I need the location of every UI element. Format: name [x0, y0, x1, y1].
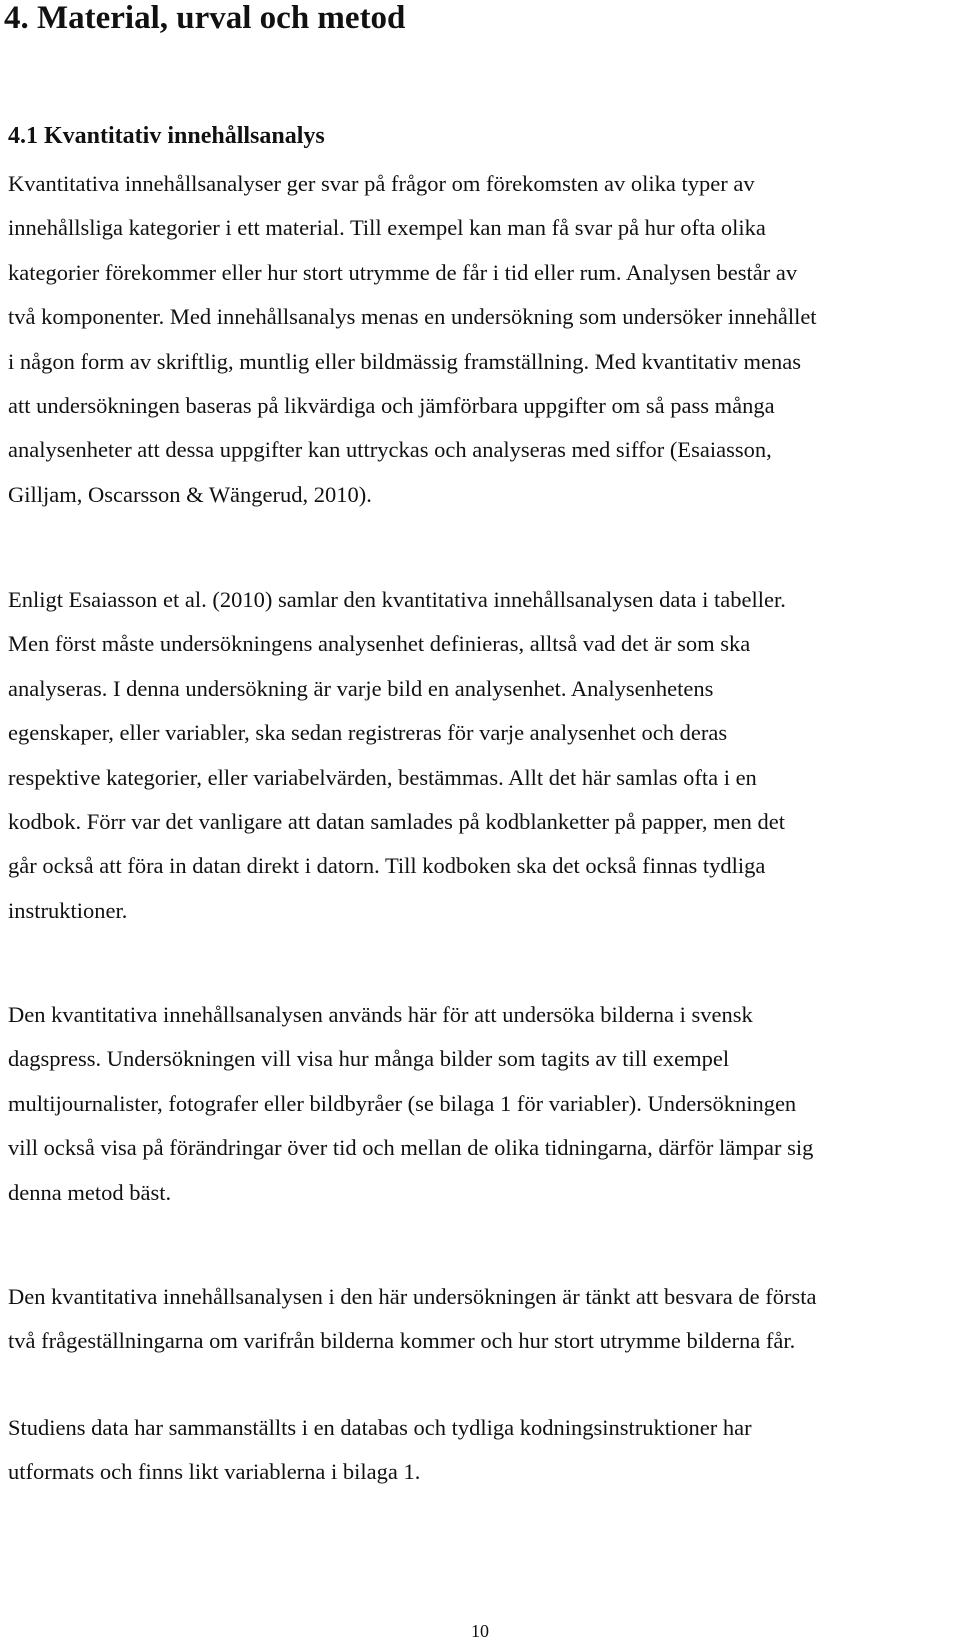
page-title: 4. Material, urval och metod — [4, 0, 406, 36]
paragraph-line: att undersökningen baseras på likvärdiga och jämförbara uppgifter om så pass många — [8, 392, 775, 418]
paragraph-line: innehållsliga kategorier i ett material. Till exempel kan man få svar på hur ofta olika — [8, 215, 766, 241]
paragraph-5 — [8, 1406, 960, 1495]
section-heading: 4.1 Kvantitativ innehållsanalys — [8, 123, 325, 149]
paragraph-line: kategorier förekommer eller hur stort utrymme de får i tid eller rum. Analysen består av — [8, 259, 798, 285]
paragraph-line: dagspress. Undersökningen vill visa hur många bilder som tagits av till exempel — [8, 1046, 730, 1072]
paragraph-line: Men först måste undersökningens analysenhet definieras, alltså vad det är som ska — [8, 631, 751, 657]
paragraph-line: multijournalister, fotografer eller bildbyråer (se bilaga 1 för variabler). Undersökningen — [8, 1090, 797, 1116]
paragraph-line: utformats och finns likt variablerna i bilaga 1. — [8, 1459, 421, 1485]
paragraph-line: två komponenter. Med innehållsanalys menas en undersökning som undersöker innehållet — [8, 304, 817, 330]
paragraph-line: analyseras. I denna undersökning är varje bild en analysenhet. Analysenhetens — [8, 675, 714, 701]
paragraph-line: analysenheter att dessa uppgifter kan uttryckas och analyseras med siffor (Esaiasson, — [8, 437, 772, 463]
paragraph-line: Kvantitativa innehållsanalyser ger svar på frågor om förekomsten av olika typer av — [8, 171, 755, 196]
paragraph-2 — [8, 578, 960, 933]
paragraph-line: Den kvantitativa innehållsanalysen i den här undersökningen är tänkt att besvara de första — [8, 1284, 817, 1309]
paragraph-line: Den kvantitativa innehållsanalysen används här för att undersöka bilderna i svensk — [8, 1002, 753, 1027]
paragraph-line: egenskaper, eller variabler, ska sedan registreras för varje analysenhet och deras — [8, 720, 728, 746]
paragraph-line: instruktioner. — [8, 897, 128, 923]
paragraph-line: respektive kategorier, eller variabelvärden, bestämmas. Allt det här samlas ofta i en — [8, 764, 757, 790]
paragraph-line: kodbok. Förr var det vanligare att datan samlades på kodblanketter på papper, men det — [8, 808, 785, 834]
paragraph-line: går också att föra in datan direkt i datorn. Till kodboken ska det också finnas tydliga — [8, 853, 766, 879]
paragraph-line: denna metod bäst. — [8, 1179, 172, 1205]
paragraph-line: vill också visa på förändringar över tid och mellan de olika tidningarna, därför lämpar sig — [8, 1135, 814, 1161]
paragraph-line: Gilljam, Oscarsson & Wängerud, 2010). — [8, 481, 372, 507]
paragraph-line: Enligt Esaiasson et al. (2010) samlar den kvantitativa innehållsanalysen data i tabeller. — [8, 587, 786, 612]
paragraph-1 — [8, 162, 960, 517]
paragraph-line: i någon form av skriftlig, muntlig eller bildmässig framställning. Med kvantitativ menas — [8, 348, 801, 374]
paragraph-3 — [8, 993, 960, 1215]
paragraph-line: två frågeställningarna om varifrån bilderna kommer och hur stort utrymme bilderna får. — [8, 1328, 796, 1354]
paragraph-4 — [8, 1275, 960, 1364]
page-number: 10 — [471, 1621, 489, 1641]
paragraph-line: Studiens data har sammanställts i en databas och tydliga kodningsinstruktioner har — [8, 1415, 752, 1440]
